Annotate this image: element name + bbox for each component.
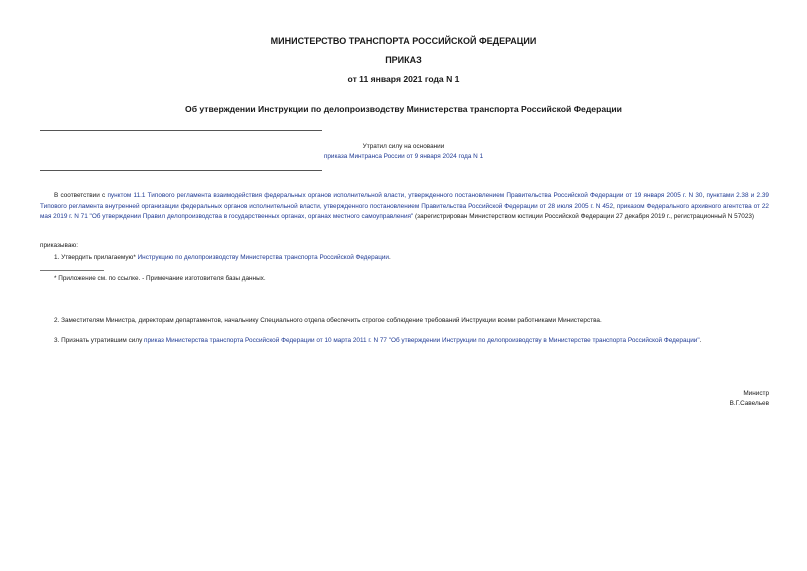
item-1-pre: 1. Утвердить прилагаемую* <box>54 254 138 261</box>
signature-role: Министр <box>743 390 769 397</box>
preamble-sep2: , <box>613 202 617 210</box>
expired-link[interactable]: приказа Минтранса России от 9 января 2024 года N 1 <box>323 153 484 160</box>
preamble-lead: В соответствии с <box>54 192 108 199</box>
footnote-divider <box>40 270 104 271</box>
order-word: приказываю: <box>40 242 78 249</box>
item-1-instruction-link[interactable]: Инструкцию по делопроизводству Министерства транспорта Российской Федерации <box>137 254 389 261</box>
item-3-order-link[interactable]: приказ Министерства транспорта Российской Федерации от 10 марта 2011 г. N 77 "Об утверждении Инструкции по делопроизводству в Министерстве транспорта Российской Федерации" <box>144 337 700 344</box>
page-title: Об утверждении Инструкции по делопроизводству Министерства транспорта Российской Федерации <box>185 104 622 114</box>
expired-link-row <box>0 152 807 163</box>
preamble-link-internal[interactable]: пунктами 2.38 и 2.39 Типового регламента внутренней организации федеральных органов исполнительной власти, утвержденного постановлением Правительства Российской Федерации от 28 июля 2005 г. N 452 <box>40 192 769 210</box>
preamble-sep1: , <box>702 192 707 199</box>
item-2: 2. Заместителям Министра, директорам департаментов, начальнику Специального отдела обеспечить строгое соблюдение требований Инструкции всеми работниками Министерства. <box>54 317 602 324</box>
item-3-pre: 3. Признать утратившим силу <box>54 337 145 344</box>
item-1-post: . <box>389 254 391 261</box>
preamble-tail: (зарегистрирован Министерством юстиции Российской Федерации 27 декабря 2019 г., регистрационный N 57023) <box>413 213 755 221</box>
doc-type-heading: ПРИКАЗ <box>385 55 422 65</box>
footnote: * Приложение см. по ссылке. - Примечание изготовителя базы данных. <box>54 275 266 282</box>
item-1 <box>54 253 391 264</box>
divider-bottom <box>40 170 322 171</box>
ministry-heading: МИНИСТЕРСТВО ТРАНСПОРТА РОССИЙСКОЙ ФЕДЕРАЦИИ <box>270 36 537 46</box>
expired-note: Утратил силу на основании <box>362 143 445 150</box>
divider-top <box>40 130 322 131</box>
item-3-post: . <box>699 337 702 344</box>
signature-name: В.Г.Савельев <box>729 400 769 407</box>
date-number-heading: от 11 января 2021 года N 1 <box>347 74 460 84</box>
preamble-link-archive[interactable]: приказом Федерального архивного агентства от 22 мая 2019 г. N 71 "Об утверждении Правил делопроизводства в государственных органах, органах местного самоуправления" <box>40 202 769 221</box>
item-3 <box>40 336 769 347</box>
preamble-link-reglament[interactable]: пунктом 11.1 Типового регламента взаимодействия федеральных органов исполнительной власти, утвержденного постановлением Правительства Российской Федерации от 19 января 2005 г. N 30 <box>107 192 703 199</box>
preamble-paragraph <box>40 191 769 223</box>
